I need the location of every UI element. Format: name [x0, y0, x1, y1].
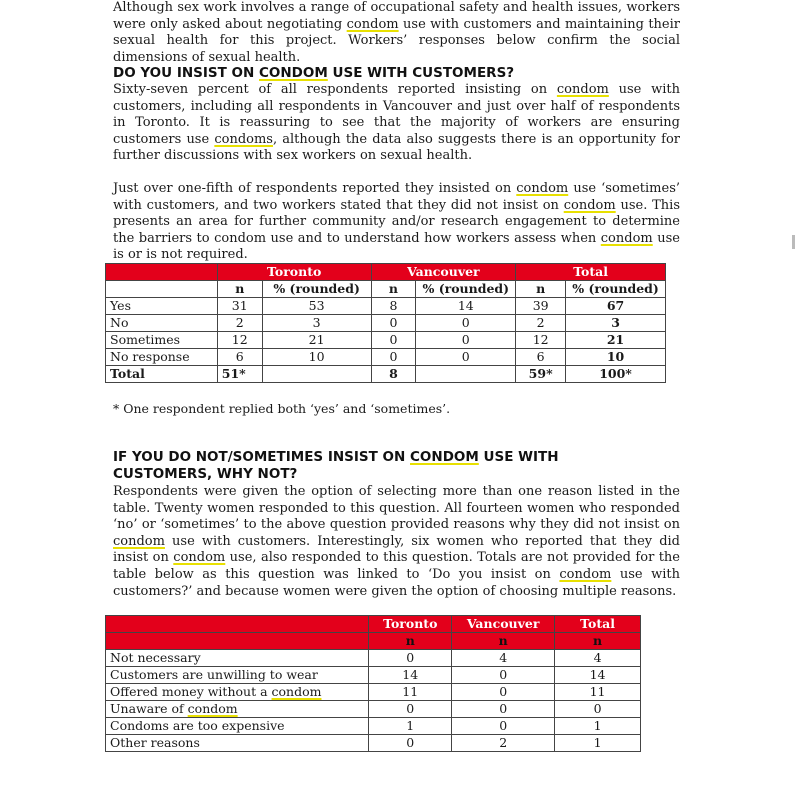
intro-paragraph: Although sex work involves a range of occupational safety and health issues, workers were only asked about negotiating condom use with customers and maintaining their sexual health for this project. Workers’ responses below confirm the social dimensions of sexual health.: [113, 0, 680, 65]
highlighted-term: condom: [113, 533, 165, 549]
table-subheader: [106, 633, 641, 650]
column-header: n: [555, 633, 641, 650]
section2-paragraph: Respondents were given the option of selecting more than one reason listed in the table. Twenty women responded to this question. All fourteen women who responded ‘no’ or ‘sometimes’ to the above question provided reasons why they did not insist on condom use with customers. Interestingly, six women who reported that they did insist on condom use, also responded to this question. Totals are not provided for the table below as this question was linked to ‘Do you insist on condom use with customers?’ and because women were given the option of choosing multiple reasons.: [113, 484, 680, 599]
section-heading-why-not: IF YOU DO NOT/SOMETIMES INSIST ON CONDOM USE WITH CUSTOMERS, WHY NOT?: [113, 449, 559, 482]
column-group: Total: [555, 616, 641, 633]
highlighted-term: condom: [556, 82, 609, 97]
highlighted-term: CONDOM: [259, 65, 328, 81]
table-group-header: [106, 616, 641, 633]
highlighted-term: condom: [187, 701, 238, 716]
column-header: n: [369, 633, 452, 650]
highlighted-term: condom: [600, 230, 653, 246]
column-header: n: [217, 281, 262, 298]
highlighted-term: condom: [271, 684, 322, 699]
column-header: % (rounded): [566, 281, 666, 298]
table-row: Sometimes 12 21 0 0 12 21: [106, 332, 666, 349]
column-group: Vancouver: [452, 616, 555, 633]
highlighted-term: condom: [559, 566, 612, 582]
table-row: Condoms are too expensive 1 0 1: [106, 718, 641, 735]
table-row: Offered money without a condom 11 0 11: [106, 684, 641, 701]
highlighted-term: condom: [516, 181, 569, 196]
scrollbar-thumb[interactable]: [792, 235, 795, 249]
column-header: n: [516, 281, 566, 298]
reasons-table: [105, 615, 641, 752]
highlighted-term: condom: [346, 16, 399, 32]
table-total-row: Total 51* 8 59* 100*: [106, 366, 666, 383]
insist-condom-table: [105, 263, 666, 383]
table-row: Unaware of condom 0 0 0: [106, 701, 641, 718]
column-group: Total: [516, 264, 666, 281]
section1-paragraph-1: Sixty-seven percent of all respondents reported insisting on condom use with customers, including all respondents in Vancouver and just over half of respondents in Toronto. It is reassuring to see that the majority of workers are ensuring customers use condoms, although the data also suggests there is an opportunity for further discussions with sex workers on sexual health.: [113, 82, 680, 164]
column-header: n: [371, 281, 416, 298]
column-header: n: [452, 633, 555, 650]
table-row: No response 6 10 0 0 6 10: [106, 349, 666, 366]
table-group-header: [106, 264, 666, 281]
highlighted-term: condoms: [214, 131, 273, 147]
table-row: Not necessary 0 4 4: [106, 650, 641, 667]
highlighted-term: CONDOM: [410, 449, 479, 465]
column-group: Vancouver: [371, 264, 516, 281]
highlighted-term: condom: [173, 550, 226, 566]
column-group: Toronto: [369, 616, 452, 633]
column-group: Toronto: [217, 264, 371, 281]
column-header: % (rounded): [262, 281, 371, 298]
section1-paragraph-2: Just over one-fifth of respondents reported they insisted on condom use ‘sometimes’ with customers, and two workers stated that they did not insist on condom use. This presents an area for further community and/or research engagement to determine the barriers to condom use and to understand how workers assess when condom use is or is not required.: [113, 181, 681, 263]
table-row: Yes 31 53 8 14 39 67: [106, 298, 666, 315]
table-row: Customers are unwilling to wear 14 0 14: [106, 667, 641, 684]
column-header: % (rounded): [416, 281, 516, 298]
table-row: Other reasons 0 2 1: [106, 735, 641, 752]
highlighted-term: condom: [563, 197, 616, 213]
section-heading-insist: DO YOU INSIST ON CONDOM USE WITH CUSTOMERS?: [113, 65, 515, 81]
table-row: No 2 3 0 0 2 3: [106, 315, 666, 332]
table1-footnote: * One respondent replied both ‘yes’ and ‘sometimes’.: [113, 401, 451, 416]
table-subheader: [106, 281, 666, 298]
